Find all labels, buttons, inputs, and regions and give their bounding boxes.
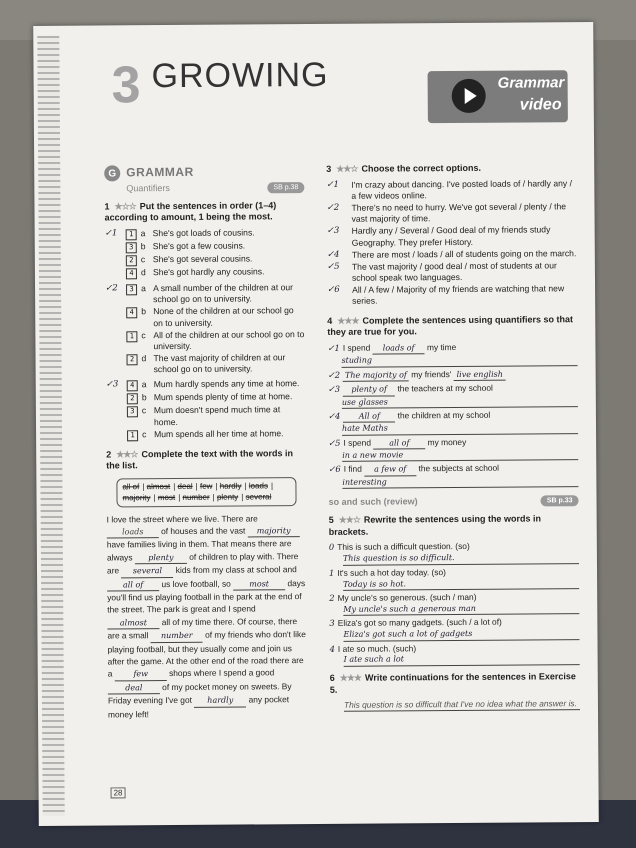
word-list-item: all of [122,482,140,492]
check-mark [105,330,119,352]
item-number: 4 [329,643,335,654]
answer-blank[interactable]: All of [343,411,395,423]
item-letter: b [140,241,146,252]
exercise-3-list [326,178,577,308]
ex5-item [329,566,579,591]
ranking-box[interactable]: 2 [127,394,138,405]
answer-blank[interactable]: live english [454,369,506,381]
item-text: None of the children at our school go on to university. [153,305,294,328]
ex1-item [105,329,305,353]
item-letter: b [141,392,147,403]
answer-blank[interactable]: deal [108,682,160,695]
check-mark [105,241,119,253]
answer-line[interactable]: Today is so hot. [343,578,579,591]
item-text: The vast majority of children at our school go on to university. [153,352,286,375]
item-number: 1 [329,567,335,578]
ex1-item [106,405,306,429]
item-number: ✓6 [327,285,340,296]
item-text: Hardly any / Several / Good deal of my friends study Geography. They prefer History. [351,224,551,248]
item-text: She's got hardly any cousins. [152,266,265,278]
check-mark [106,353,120,375]
ranking-box[interactable]: 2 [127,354,138,365]
ex4-item [328,368,578,382]
exercise-1-heading: 1 ★☆☆ Put the sentences in order (1–4) according to amount, 1 being the most. [104,199,277,223]
item-text: A small number of the children at our school go on to university. [153,282,294,305]
ex3-item [326,178,576,202]
exercise-6-example: This question is so difficult that I've no idea what the answer is. [330,698,580,712]
workbook-page [33,22,599,826]
item-text: She's got several cousins. [152,253,253,265]
exercise-3-heading: 3 ★★☆ Choose the correct options. [326,162,481,174]
item-letter: a [141,379,147,390]
ex3-item [327,260,577,284]
answer-blank[interactable]: majority [248,525,300,538]
answer-line[interactable]: This question is so difficult. [343,552,579,565]
exercise-5-list [329,540,580,666]
answer-line[interactable]: studing [342,355,578,368]
ex1-item [106,428,306,441]
item-text: Mum doesn't spend much time at home. [153,404,281,427]
answer-line[interactable]: interesting [342,476,578,489]
difficulty-stars: ★★☆ [338,514,360,525]
item-question: Eliza's got so many gadgets. (such / a lot of) [337,616,502,629]
item-prefix: I spend [342,342,373,353]
ranking-box[interactable]: 3 [126,284,137,295]
grammar-title: GRAMMAR [126,165,194,180]
exercise-4-list [327,341,578,489]
ex3-item [326,201,576,225]
word-list-item: deal [177,482,193,492]
check-mark: ✓2 [105,283,118,294]
check-mark [106,406,120,428]
item-number: ✓6 [328,464,341,475]
ex4-item [328,382,578,409]
item-text: There's no need to hurry. We've got several / plenty / the vast majority of time. [351,201,567,224]
ex5-item [329,616,579,641]
answer-line[interactable]: I ate such a lot [344,654,580,667]
answer-blank[interactable]: plenty [135,551,187,564]
item-letter: d [140,267,146,278]
unit-title: GROWING [151,55,329,96]
ex1-item [105,240,305,253]
check-mark [105,267,119,279]
item-suffix: the teachers at my school [395,382,493,394]
check-mark: ✓1 [104,228,118,239]
so-such-heading: so and such (review) SB p.33 [329,495,579,508]
answer-blank[interactable]: all of [373,438,425,450]
ex1-item [106,352,306,376]
ex5-item [329,591,579,616]
item-number: ✓1 [327,342,340,353]
item-letter: c [141,329,146,340]
item-text: Mum hardly spends any time at home. [153,378,300,390]
ranking-box[interactable]: 1 [126,331,137,342]
ex1-item [105,282,305,306]
ex4-item [328,436,578,463]
difficulty-stars: ★★☆ [336,163,358,174]
ex3-item [327,248,577,261]
answer-blank[interactable]: plenty of [343,385,395,397]
answer-blank[interactable]: The majority of [343,370,409,382]
ex4-item [328,409,578,436]
item-text: All / A few / Majority of my friends are watching that new series. [352,283,565,307]
answer-blank[interactable]: loads of [373,343,425,355]
page-number: 28 [111,787,126,798]
ex5-item [329,540,579,565]
item-text: Mum spends plenty of time at home. [153,391,293,403]
ex1-item [105,305,305,329]
item-number: ✓5 [326,261,340,272]
grammar-heading [104,164,304,181]
item-text: There are most / loads / all of students going on the march. [351,247,577,260]
exercise-4-heading: 4 ★★★ Complete the sentences using quantifiers so that they are true for you. [327,313,574,338]
item-question: I ate so much. (such) [337,642,417,654]
answer-blank[interactable]: most [233,578,285,591]
ranking-box[interactable]: 4 [126,268,137,279]
item-question: This is such a difficult question. (so) [337,541,470,553]
exercise-2-heading: 2 ★★☆ Complete the text with the words in the list. [106,447,293,471]
item-letter: b [141,306,147,317]
ex1-item [105,253,305,266]
item-text: I'm crazy about dancing. I've posted loads of / hardly any / a few videos online. [351,177,572,201]
item-number: ✓2 [327,369,341,380]
answer-blank[interactable]: number [151,630,203,643]
word-list-item: most [157,493,176,503]
item-number: 3 [329,618,335,629]
ranking-box[interactable]: 1 [126,229,137,240]
answer-blank[interactable]: a few of [364,465,416,477]
ranking-box[interactable]: 4 [127,381,138,392]
check-mark [106,393,120,405]
word-list-item: few [199,481,213,491]
check-mark: ✓3 [105,379,119,390]
video-banner-line2: video [519,96,562,114]
ranking-box[interactable]: 3 [127,407,138,418]
answer-blank[interactable]: several [121,565,173,578]
item-number: ✓4 [326,249,340,260]
answer-line[interactable]: in a new movie [342,449,578,462]
word-list-item: loads [248,481,268,491]
exercise-6-heading: 6 ★★★ Write continuations for the sentences in Exercise 5. [329,671,576,695]
item-number: ✓2 [326,202,340,213]
difficulty-stars: ★★★ [337,315,359,326]
sb-reference-badge: SB p.38 [267,182,304,193]
ranking-box[interactable]: 4 [126,308,137,319]
item-text: She's got loads of cousins. [152,227,255,239]
item-number: 2 [329,592,335,603]
item-question: It's such a hot day today. (so) [337,566,446,578]
item-question: My uncle's so generous. (such / man) [337,591,477,603]
word-list-item: several [245,492,272,502]
word-list-item: number [182,493,210,503]
answer-blank[interactable]: almost [107,617,159,630]
item-suffix: the children at my school [395,409,491,421]
answer-blank[interactable]: loads [107,526,159,539]
item-letter: c [142,428,147,439]
item-suffix: my friends' [408,368,454,380]
item-suffix: the subjects at school [416,463,500,474]
difficulty-stars: ★★☆ [116,449,138,460]
ex1-item [106,379,306,392]
item-letter: d [141,353,147,364]
word-list-item: plenty [216,492,239,503]
item-letter: c [141,405,147,416]
grammar-video-banner[interactable] [428,70,568,123]
item-text: All of the children at our school go on to university. [153,328,305,352]
exercise-1-list [105,227,306,441]
exercise-5-heading: 5 ★★☆ Rewrite the sentences using the words in brackets. [328,513,541,537]
item-prefix: I find [343,464,365,475]
item-number: ✓5 [328,437,341,448]
difficulty-stars: ★★★ [339,672,362,683]
word-list-item: almost [146,482,171,492]
ex1-item [105,266,305,279]
item-text: She's got a few cousins. [152,240,246,252]
ranking-box[interactable]: 2 [126,255,137,266]
item-number: ✓1 [326,179,340,190]
answer-blank[interactable]: all of [107,579,159,592]
grammar-icon: G [104,165,120,181]
ex4-item [327,341,577,368]
ex5-item [330,642,580,667]
word-list-item: hardly [219,481,242,491]
item-letter: a [140,228,146,239]
play-icon[interactable] [452,79,486,113]
answer-blank[interactable]: few [115,668,167,681]
answer-line[interactable]: use glasses [342,396,578,409]
answer-line[interactable]: Eliza's got such a lot of gadgets [343,628,579,641]
answer-blank[interactable]: hardly [194,695,246,708]
item-number: ✓4 [327,410,341,421]
ex3-item [327,283,577,307]
answer-line[interactable]: My uncle's such a generous man [343,603,579,616]
ex3-item [327,225,577,249]
video-banner-line1: Grammar [497,74,565,92]
ex4-item [328,463,578,490]
word-list-item: majority [122,493,151,503]
item-number: ✓3 [326,226,340,237]
left-column [104,164,308,721]
check-mark [106,429,120,441]
item-letter: c [140,254,146,265]
difficulty-stars: ★☆☆ [114,200,136,212]
sb-reference-badge: SB p.33 [541,495,579,506]
item-number: ✓3 [327,383,341,395]
check-mark [105,254,119,266]
word-list-box: all of | almost | deal | few | hardly | loads | majority | most | number | plenty | several [116,477,296,507]
item-letter: a [141,283,146,294]
ex1-item [106,392,306,405]
ranking-box[interactable]: 3 [126,242,137,253]
right-column [326,162,580,714]
ex1-item [105,227,305,240]
check-mark [105,307,119,329]
binding-edge [37,36,64,816]
exercise-2-text: I love the street where we live. There are loads of houses and the vast majority have families living in them. That means there are always plenty of children to play with. There are several kids from my class at school and all of us love football, so most days you'll find us playing football in the park at the end of the street. The park is great and I spend almost all of my time there. Of course, there are a small number of my friends who don't like playing football, but they usually come and join us after the game. At the other end of the road there are a few shops where I spend a good deal of my pocket money on sweets. By Friday evening I've got hardly any pocket money left! [106,512,306,720]
item-suffix: my money [425,436,467,447]
item-text: The vast majority / good deal / most of students at our school speak two languages. [351,260,557,283]
item-number: 0 [328,542,335,553]
grammar-subtitle: Quantifiers SB p.38 [126,182,304,195]
answer-line[interactable]: hate Maths [342,422,578,435]
ranking-box[interactable]: 1 [127,430,138,441]
item-prefix: I spend [343,437,374,448]
item-suffix: my time [424,341,457,353]
unit-number: 3 [111,56,141,115]
item-text: Mum spends all her time at home. [154,428,284,439]
